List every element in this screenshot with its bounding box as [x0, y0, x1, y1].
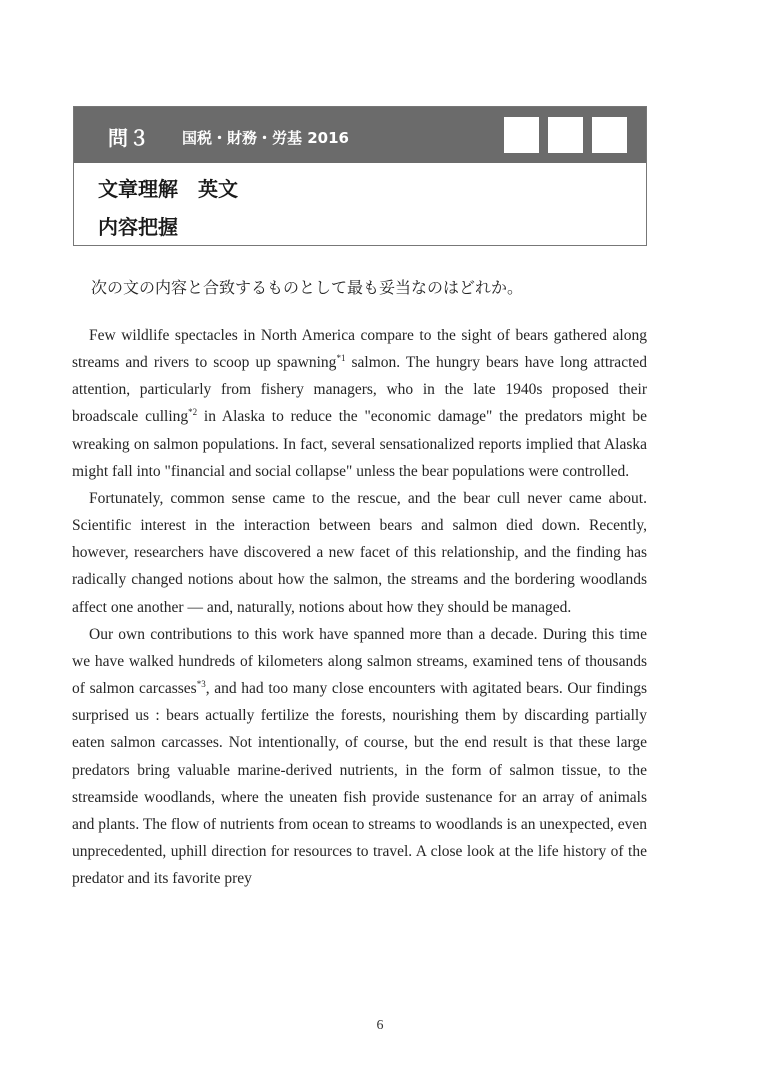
- footnote-marker-3: *3: [196, 679, 206, 690]
- footnote-marker-2: *2: [188, 407, 198, 418]
- check-box-1[interactable]: [504, 117, 539, 153]
- paragraph-1-text-a: Few wildlife spectacles in North America compare to the sight of bears gathered along streams and rivers to scoop up spawning: [72, 327, 647, 372]
- page-number: 6: [376, 1018, 384, 1033]
- question-header-box: [73, 106, 647, 246]
- paragraph-3: [72, 621, 647, 893]
- english-passage: [72, 322, 647, 892]
- paragraph-1-text-c: in Alaska to reduce the "economic damage" the predators might be wreaking on salmon populations. In fact, several sensationalized reports implied that Alaska might fall into "financial and social collapse" unless the bear populations were controlled.: [72, 408, 647, 480]
- check-box-2[interactable]: [548, 117, 583, 153]
- question-source: 国税・財務・労基 2016: [182, 129, 349, 147]
- paragraph-1-text-b: salmon. The hungry bears have long attracted attention, particularly from fishery managers, who in the late 1940s proposed their broadscale culling: [72, 354, 648, 426]
- paragraph-2: Fortunately, common sense came to the rescue, and the bear cull never came about. Scientific interest in the interaction between bears and salmon died down. Recently, however, researchers have discovered a new facet of this relationship, and the finding has radically changed notions about how the salmon, the streams and the bordering woodlands affect one another ― and, naturally, notions about how they should be managed.: [72, 489, 647, 616]
- category-subtitle: 内容把握: [98, 215, 178, 239]
- footnote-marker-1: *1: [336, 353, 346, 364]
- check-box-3[interactable]: [592, 117, 627, 153]
- paragraph-3-text-b: , and had too many close encounters with agitated bears. Our findings surprised us : bears actually fertilize the forests, nourishing them by discarding partially eaten salmon carcasses. Not intentionally, of course, but the end result is that these large predators bring valuable marine-derived nutrients, in the form of salmon tissue, to the streamside woodlands, where the uneaten fish provide sustenance for an array of animals and plants. The flow of nutrients from ocean to streams to woodlands is an unexpected, even unprecedented, uphill direction for resources to travel. A close look at the life history of the predator and its favorite prey: [72, 680, 648, 888]
- paragraph-1: [72, 322, 647, 485]
- question-number: 問３: [108, 126, 150, 150]
- category-title: 文章理解 英文: [98, 177, 238, 201]
- paragraph-3-text-a: Our own contributions to this work have spanned more than a decade. During this time we have walked hundreds of kilometers along salmon streams, examined tens of thousands of salmon carcasses: [72, 625, 647, 698]
- question-instruction: 次の文の内容と合致するものとして最も妥当なのはどれか。: [91, 278, 524, 297]
- question-header-bar: [74, 107, 646, 163]
